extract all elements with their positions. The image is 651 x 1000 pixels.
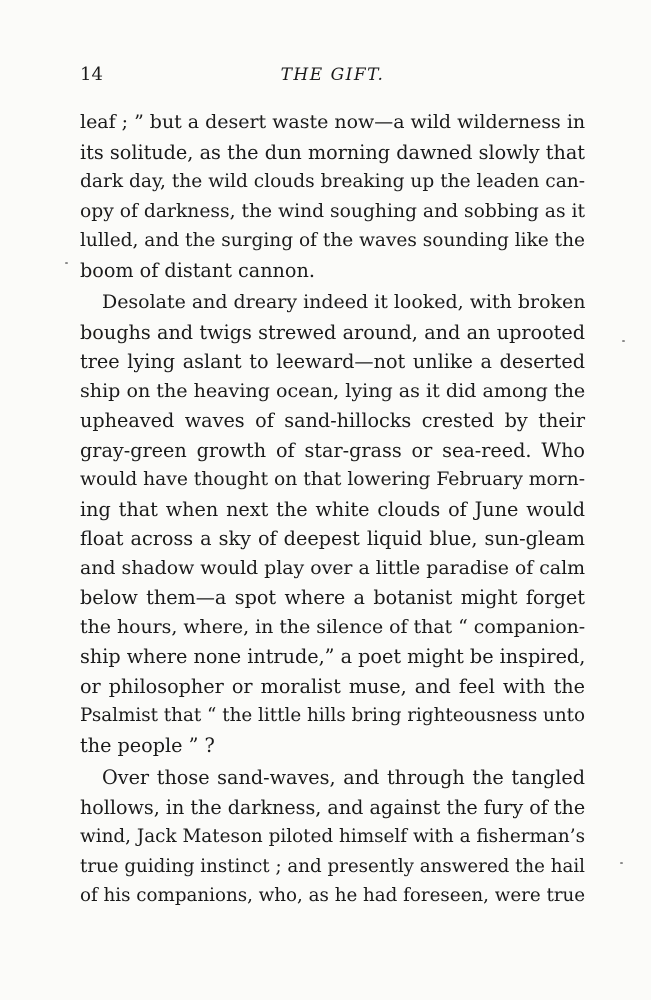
paper-speck — [620, 862, 623, 864]
text-line: or philosopher or moralist muse, and feel with the — [80, 674, 585, 698]
text-line: the people ” ? — [80, 733, 215, 757]
text-line: gray-green growth of star-grass or sea-reed. Who — [80, 438, 585, 462]
page-number: 14 — [80, 64, 103, 85]
text-line: Psalmist that “ the little hills bring righteousness unto — [80, 705, 586, 726]
text-line: ing that when next the white clouds of June would — [80, 497, 585, 521]
page-header — [80, 62, 585, 88]
text-line: tree lying aslant to leeward—not unlike a deserted — [80, 350, 585, 373]
text-line: opy of darkness, the wind soughing and sobbing as it — [80, 200, 585, 222]
text-line: boom of distant cannon. — [80, 258, 315, 282]
text-line: float across a sky of deepest liquid blue, sun-gleam — [80, 527, 585, 550]
text-line: ship on the heaving ocean, lying as it did among the — [80, 379, 586, 402]
text-line: wind, Jack Mateson piloted himself with a fisherman’s — [80, 826, 585, 847]
text-line: would have thought on that lowering February morn- — [80, 469, 586, 490]
text-line: Over those sand-waves, and through the tangled — [102, 766, 585, 789]
text-line: ship where none intrude,” a poet might be inspired, — [80, 645, 586, 668]
text-line: upheaved waves of sand-hillocks crested by their — [80, 409, 585, 432]
text-line: and shadow would play over a little paradise of calm — [80, 556, 586, 579]
paper-speck — [65, 262, 68, 264]
text-line: dark day, the wild clouds breaking up the leaden can- — [80, 171, 585, 192]
body-text — [80, 108, 585, 911]
paragraph-2 — [80, 288, 585, 760]
paragraph-3 — [80, 763, 585, 911]
text-line: hollows, in the darkness, and against the fury of the — [80, 795, 586, 819]
text-line: lulled, and the surging of the waves sounding like the — [80, 230, 585, 251]
text-line: Desolate and dreary indeed it looked, with broken — [102, 291, 586, 313]
paragraph-1 — [80, 108, 585, 285]
running-title: THE GIFT. — [280, 65, 385, 85]
text-line: true guiding instinct ; and presently answered the hail — [80, 855, 585, 877]
text-line: boughs and twigs strewed around, and an uprooted — [80, 320, 585, 344]
text-line: leaf ; ” but a desert waste now—a wild wilderness in — [80, 111, 586, 133]
text-line: of his companions, who, as he had foreseen, were true — [80, 885, 586, 906]
text-line: its solitude, as the dun morning dawned slowly that — [80, 140, 585, 164]
text-line: below them—a spot where a botanist might forget — [80, 586, 585, 609]
paper-speck — [622, 340, 625, 342]
text-line: the hours, where, in the silence of that “ companion- — [80, 615, 586, 638]
